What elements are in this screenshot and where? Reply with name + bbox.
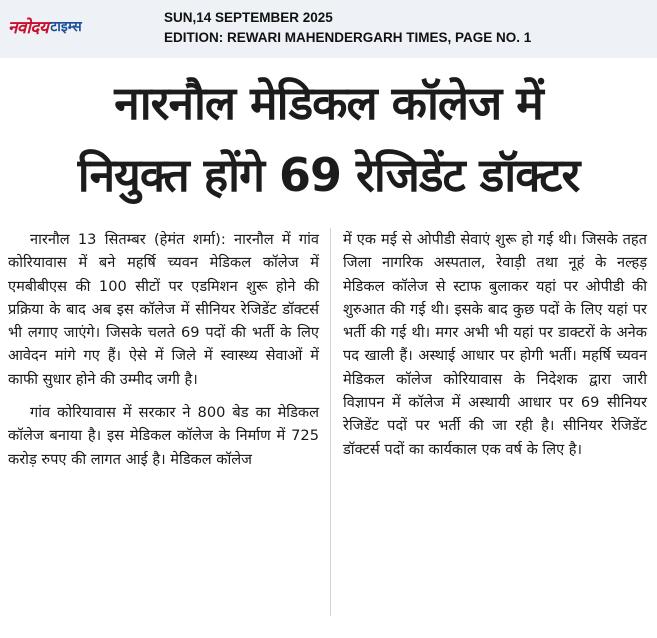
article-column-right <box>343 228 647 461</box>
edition-meta <box>164 8 531 48</box>
newspaper-logo <box>8 8 148 44</box>
logo-sub-text: टाइम्स <box>50 18 82 35</box>
headline-line-2: नियुक्त होंगे 69 रेजिडेंट डॉक्टर <box>77 148 580 202</box>
logo-main-text: नवोदय <box>8 17 49 38</box>
article-column-left <box>8 228 319 471</box>
paragraph: में एक मई से ओपीडी सेवाएं शुरू हो गई थी। जिसके तहत जिला नागरिक अस्पताल, रेवाड़ी तथा नूहं के नल्हड़ मेडिकल कॉलेज से स्टाफ बुलाकर यहां पर ओपीडी की शुरुआत की गई थी। इसके बाद कुछ पदों के लिए यहां पर भर्ती की गई थी। मगर अभी भी यहां पर डाक्टरों के अनेक पद खाली हैं। अस्थाई आधार पर होगी भर्ती। महर्षि च्यवन मेडिकल कॉलेज कोरियावास के निदेशक द्वारा जारी विज्ञापन में कॉलेज में अस्थायी आधार पर 69 सीनियर रेजिडेंट पदों पर भर्ती की जा रही है। सीनियर रेजिडेंट डॉक्टर्स पदों का कार्यकाल एक वर्ष के लिए है। <box>343 231 647 458</box>
column-divider <box>330 228 331 616</box>
paragraph: नारनौल 13 सितम्बर (हेमंत शर्मा): नारनौल में गांव कोरियावास में बने महर्षि च्यवन मेडिकल कॉलेज में एमबीबीएस की 100 सीटों पर एडमिशन शुरू होने की प्रक्रिया के बाद अब इस कॉलेज में सीनियर रेजिडेंट डॉक्टर्स भी लगाए जाएंगे। जिसके चलते 69 पदों की भर्ती के लिए आवेदन मांगे गए हैं। ऐसे में जिले में स्वास्थ्य सेवाओं में काफी सुधार होने की उम्मीद जगी है। <box>8 231 319 388</box>
edition-line: EDITION: REWARI MAHENDERGARH TIMES, PAGE NO. 1 <box>164 30 532 45</box>
headline-line-1: नारनौल मेडिकल कॉलेज में <box>114 76 543 130</box>
date-line: SUN,14 SEPTEMBER 2025 <box>164 10 333 25</box>
paragraph: गांव कोरियावास में सरकार ने 800 बेड का मेडिकल कॉलेज बनाया है। इस मेडिकल कॉलेज के निर्माण में 725 करोड़ रुपए की लागत आई है। मेडिकल कॉलेज <box>8 404 319 468</box>
masthead <box>0 0 657 58</box>
